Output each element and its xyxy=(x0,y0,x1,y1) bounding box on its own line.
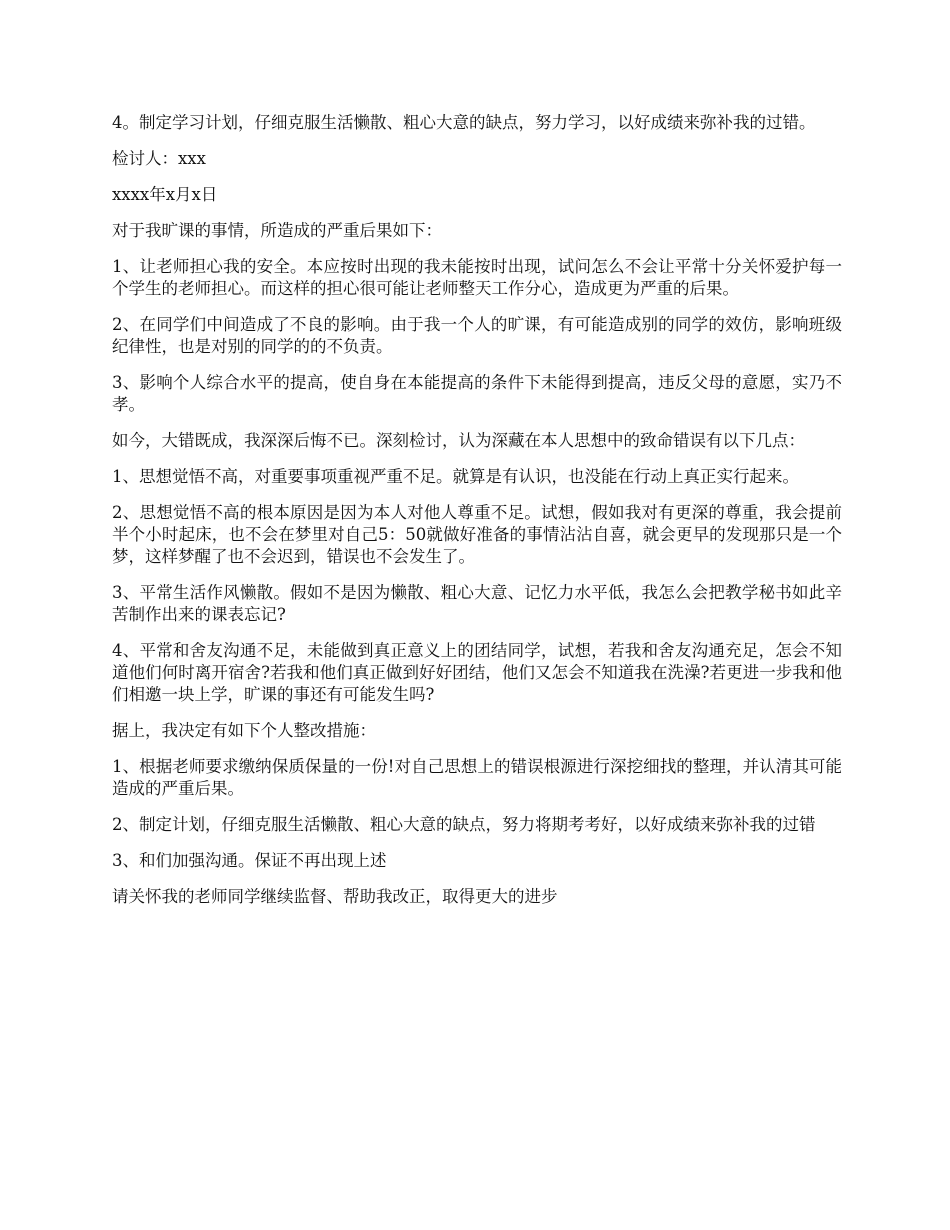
paragraph-measures-intro: 据上，我决定有如下个人整改措施： xyxy=(112,721,376,740)
paragraph-closing: 请关怀我的老师同学继续监督、帮助我改正，取得更大的进步 xyxy=(112,887,558,906)
paragraph-measure-1: 1、根据老师要求缴纳保质保量的一份!对自己思想上的错误根源进行深挖细找的整理，并认清其可能造成的严重后果。 xyxy=(112,757,842,798)
document-body xyxy=(112,112,842,922)
paragraph-signatory: 检讨人：xxx xyxy=(112,149,206,168)
paragraph-error-3: 3、平常生活作风懒散。假如不是因为懒散、粗心大意、记忆力水平低，我怎么会把教学秘书如此辛苦制作出来的课表忘记? xyxy=(112,583,842,624)
paragraph-error-1: 1、思想觉悟不高，对重要事项重视严重不足。就算是有认识，也没能在行动上真正实行起来。 xyxy=(112,467,799,486)
paragraph-measure-3: 3、和们加强沟通。保证不再出现上述 xyxy=(112,851,387,870)
paragraph-consequence-1: 1、让老师担心我的安全。本应按时出现的我未能按时出现，试问怎么不会让平常十分关怀爱护每一个学生的老师担心。而这样的担心很可能让老师整天工作分心，造成更为严重的后果。 xyxy=(112,257,842,298)
paragraph-error-4: 4、平常和舍友沟通不足，未能做到真正意义上的团结同学，试想，若我和舍友沟通充足，怎会不知道他们何时离开宿舍?若我和他们真正做到好好团结，他们又怎会不知道我在洗澡?若更进一步我和他们相邀一块上学，旷课的事还有可能发生吗? xyxy=(112,641,842,704)
paragraph-consequence-3: 3、影响个人综合水平的提高，使自身在本能提高的条件下未能得到提高，违反父母的意愿，实乃不孝。 xyxy=(112,373,842,414)
paragraph-errors-intro: 如今，大错既成，我深深后悔不已。深刻检讨，认为深藏在本人思想中的致命错误有以下几点： xyxy=(112,431,805,450)
paragraph-error-2: 2、思想觉悟不高的根本原因是因为本人对他人尊重不足。试想，假如我对有更深的尊重，我会提前半个小时起床，也不会在梦里对自己5：50就做好准备的事情沾沾自喜，就会更早的发现那只是一个梦，这样梦醒了也不会迟到，错误也不会发生了。 xyxy=(112,503,842,566)
paragraph-date: xxxx年x月x日 xyxy=(112,185,218,204)
paragraph-study-plan: 4。制定学习计划，仔细克服生活懒散、粗心大意的缺点，努力学习，以好成绩来弥补我的过错。 xyxy=(112,113,816,132)
paragraph-consequences-intro: 对于我旷课的事情，所造成的严重后果如下： xyxy=(112,221,442,240)
paragraph-consequence-2: 2、在同学们中间造成了不良的影响。由于我一个人的旷课，有可能造成别的同学的效仿，影响班级纪律性，也是对别的同学的的不负责。 xyxy=(112,315,842,356)
paragraph-measure-2: 2、制定计划，仔细克服生活懒散、粗心大意的缺点，努力将期考考好，以好成绩来弥补我的过错 xyxy=(112,815,816,834)
